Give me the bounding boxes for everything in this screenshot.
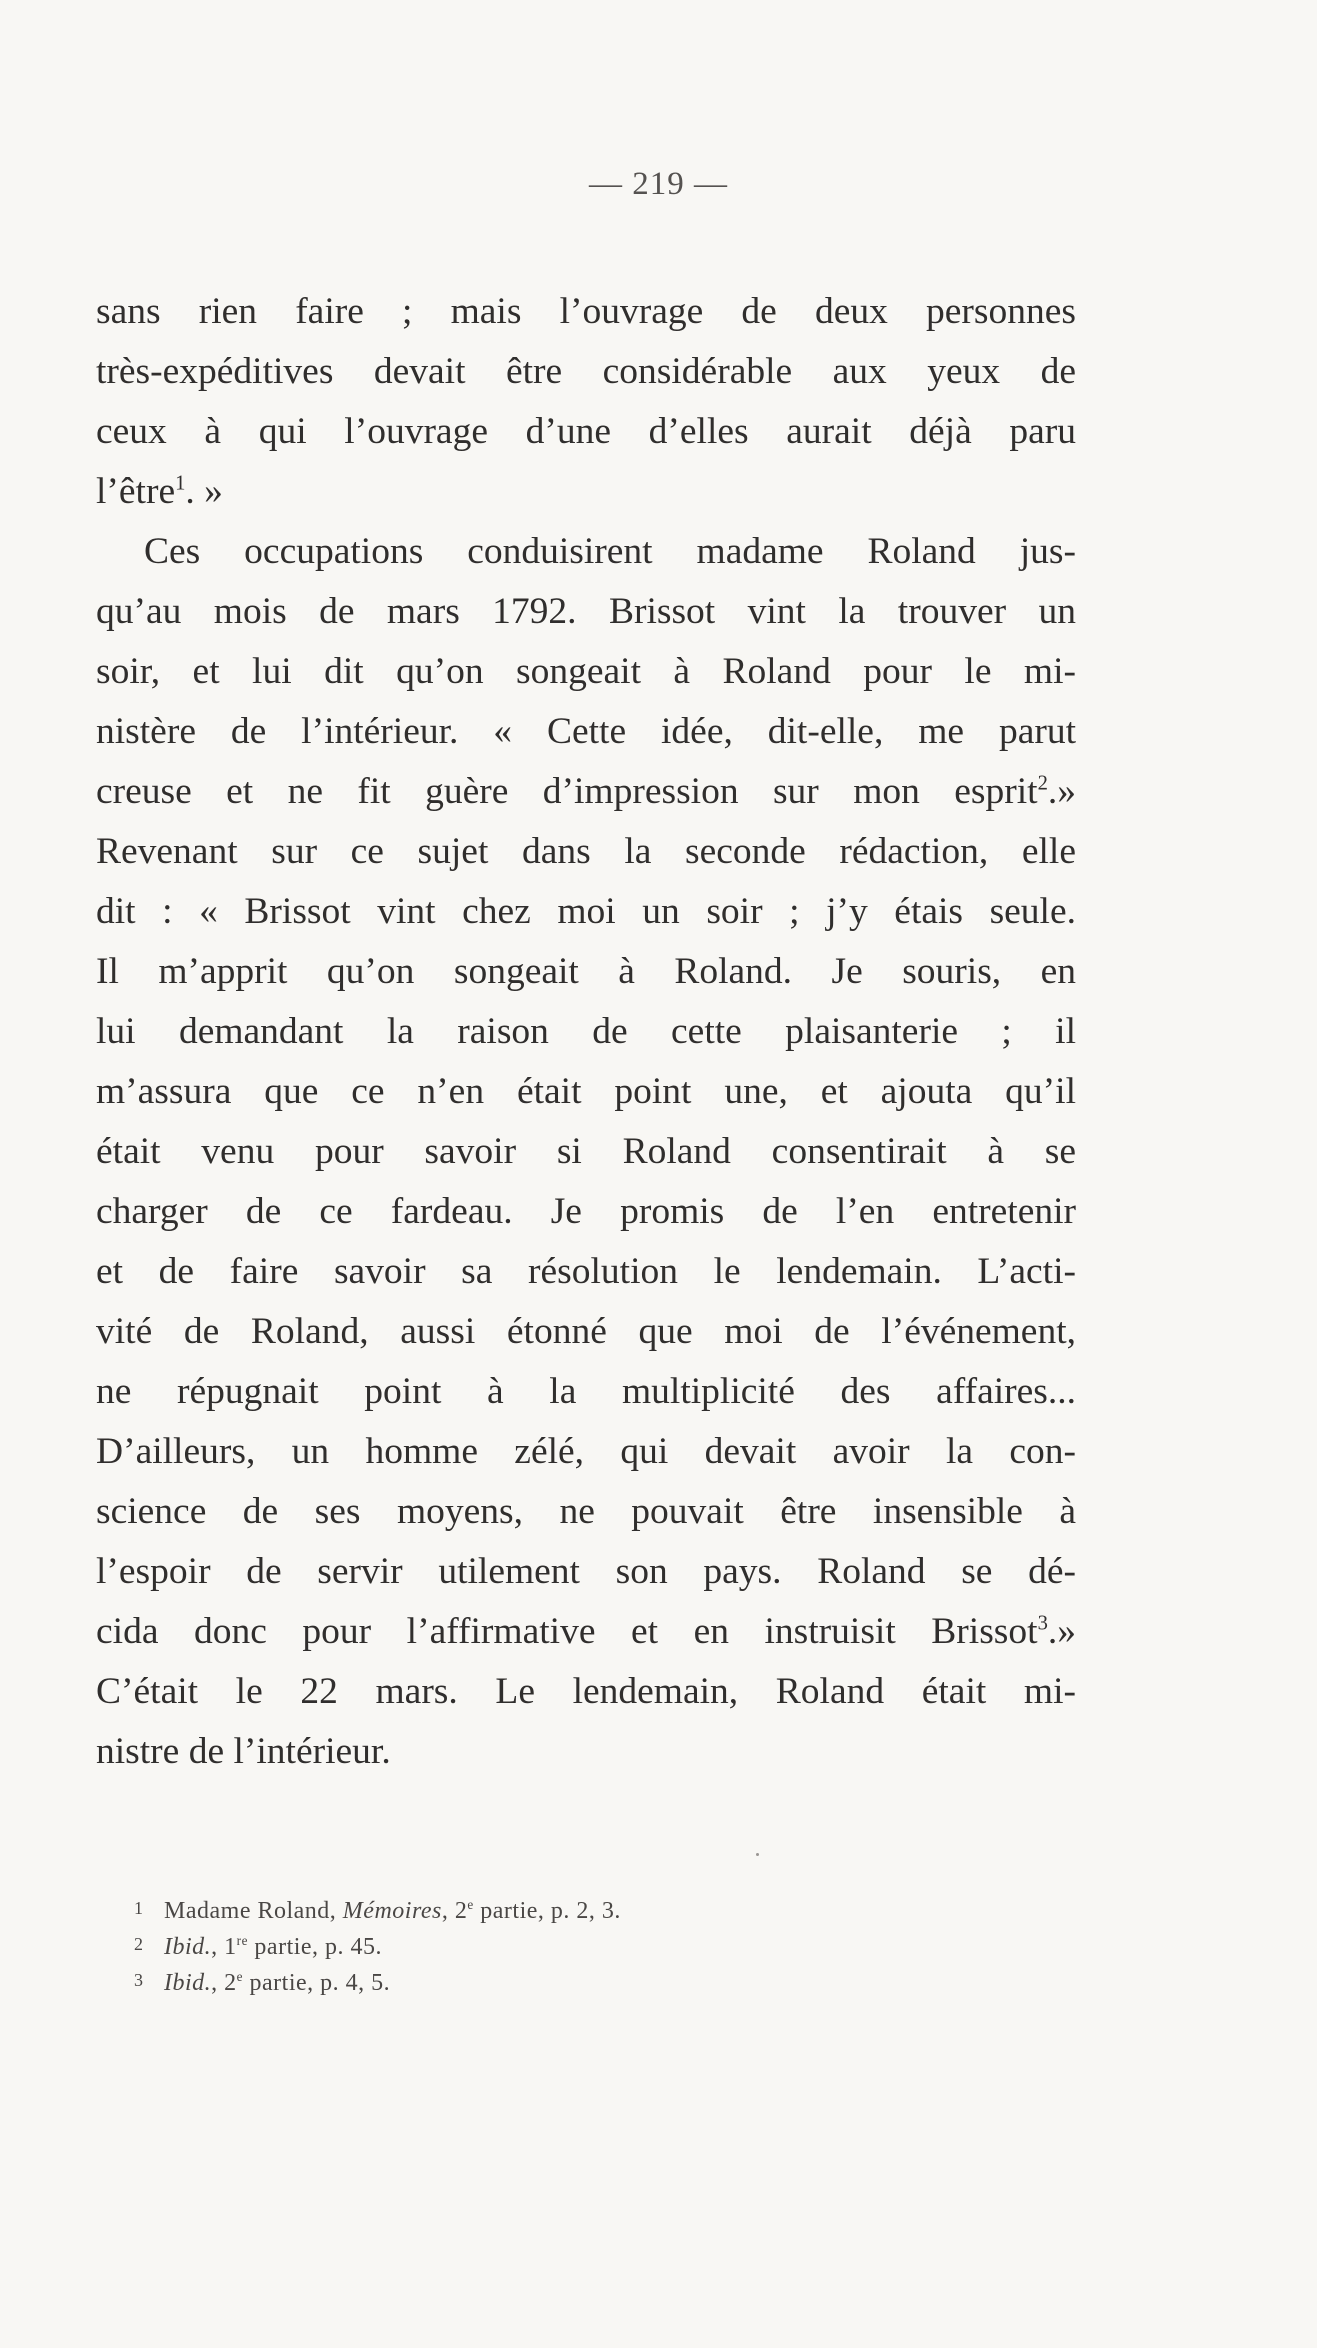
paragraph-continuation <box>96 282 1076 522</box>
footnote-ordinal: e <box>467 1897 474 1912</box>
text-line: Ces occupations conduisirent madame Roland jus- <box>144 531 1076 572</box>
footnote-ordinal: re <box>236 1933 248 1948</box>
text-line: l’espoir de servir utilement son pays. Roland se dé- <box>96 1551 1076 1592</box>
text-line: qu’au mois de mars 1792. Brissot vint la trouver un <box>96 591 1076 632</box>
footnote-ordinal: e <box>236 1969 244 1984</box>
footnote-title: Ibid. <box>164 1970 212 1996</box>
text-fragment: cida donc pour l’affirmative et en instruisit Brissot <box>96 1611 1038 1652</box>
text-line <box>96 762 1076 822</box>
text-fragment: . » <box>185 471 223 512</box>
footnote-text: partie, p. 45. <box>247 1934 383 1960</box>
footnotes <box>134 1893 914 2001</box>
paper-speck <box>756 1853 759 1856</box>
text-line <box>96 1602 1076 1662</box>
footnote-title: Ibid. <box>164 1934 212 1960</box>
text-fragment: .» <box>1047 1611 1076 1652</box>
text-line: m’assura que ce n’en était point une, et ajouta qu’il <box>96 1071 1076 1112</box>
text-line: nistre de l’intérieur. <box>96 1731 391 1772</box>
text-line: très-expéditives devait être considérable aux yeux de <box>96 351 1076 392</box>
footnote-text: Madame Roland, <box>164 1898 343 1924</box>
footnote-text: , 2 <box>441 1898 468 1924</box>
text-line: nistère de l’intérieur. « Cette idée, dit-elle, me parut <box>96 711 1076 752</box>
text-line: Il m’apprit qu’on songeait à Roland. Je souris, en <box>96 951 1076 992</box>
text-line: soir, et lui dit qu’on songeait à Roland pour le mi- <box>96 651 1076 692</box>
text-line: C’était le 22 mars. Le lendemain, Roland était mi- <box>96 1671 1076 1712</box>
footnote-ref: 1 <box>175 472 186 495</box>
page-number: — 219 — <box>589 166 728 202</box>
paragraph-main <box>96 522 1076 1782</box>
footnote-text: partie, p. 4, 5. <box>243 1970 391 1996</box>
footnote <box>134 1965 914 2001</box>
text-line: ceux à qui l’ouvrage d’une d’elles aurait déjà paru <box>96 411 1076 452</box>
footnote-title: Mémoires <box>342 1898 442 1924</box>
footnote-mark: 2 <box>134 1934 144 1954</box>
text-fragment: .» <box>1047 771 1076 812</box>
text-line: dit : « Brissot vint chez moi un soir ; j’y étais seule. <box>96 891 1076 932</box>
footnote-mark: 3 <box>134 1970 144 1990</box>
footnote <box>134 1929 914 1965</box>
footnote <box>134 1893 914 1929</box>
text-fragment: creuse et ne fit guère d’impression sur mon esprit <box>96 771 1038 812</box>
text-line: Revenant sur ce sujet dans la seconde rédaction, elle <box>96 831 1076 872</box>
text-line: ne répugnait point à la multiplicité des affaires... <box>96 1371 1076 1412</box>
text-fragment: l’être <box>96 471 176 512</box>
footnote-ref: 3 <box>1037 1612 1048 1635</box>
text-line: sans rien faire ; mais l’ouvrage de deux personnes <box>96 291 1076 332</box>
text-line: et de faire savoir sa résolution le lendemain. L’acti- <box>96 1251 1076 1292</box>
text-line: charger de ce fardeau. Je promis de l’en entretenir <box>96 1191 1076 1232</box>
text-line <box>96 462 1076 522</box>
footnote-text: partie, p. 2, 3. <box>473 1898 621 1924</box>
footnote-mark: 1 <box>134 1898 144 1918</box>
text-line: était venu pour savoir si Roland consentirait à se <box>96 1131 1076 1172</box>
text-line: D’ailleurs, un homme zélé, qui devait avoir la con- <box>96 1431 1076 1472</box>
text-line: lui demandant la raison de cette plaisanterie ; il <box>96 1011 1076 1052</box>
footnote-text: , 1 <box>211 1934 237 1960</box>
footnote-text: , 2 <box>211 1970 237 1996</box>
footnote-ref: 2 <box>1037 772 1048 795</box>
text-line: vité de Roland, aussi étonné que moi de l’événement, <box>96 1311 1076 1352</box>
text-line: science de ses moyens, ne pouvait être insensible à <box>96 1491 1076 1532</box>
